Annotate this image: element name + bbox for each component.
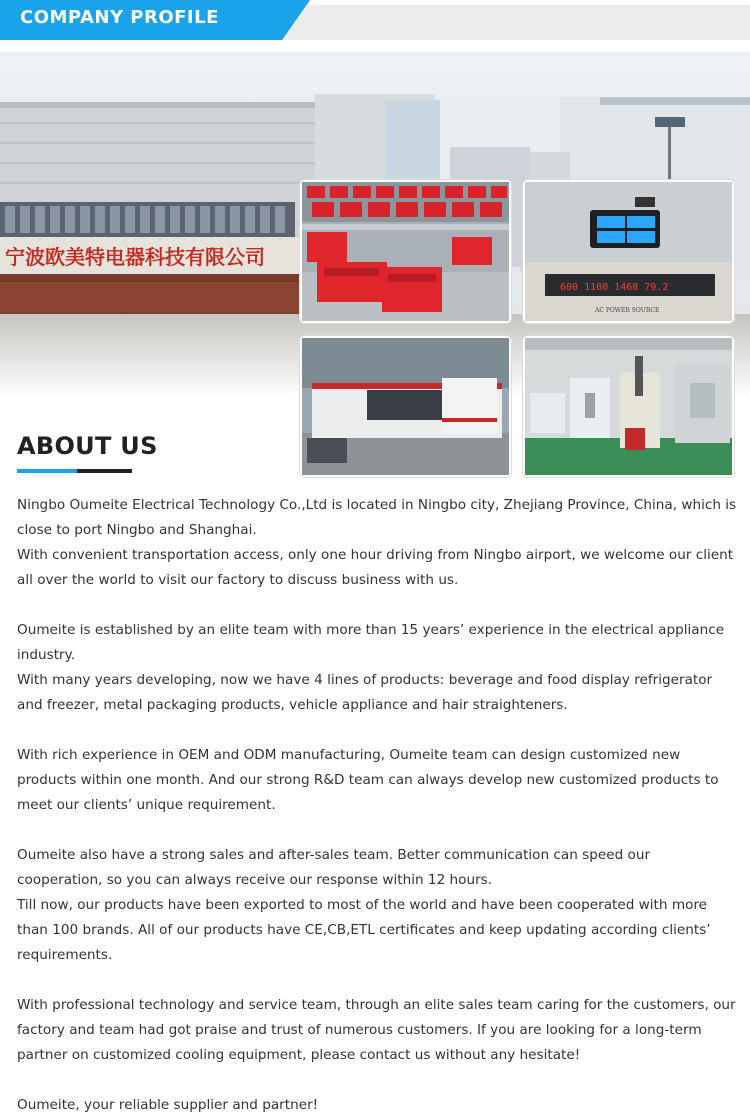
paragraph: Oumeite also have a strong sales and after-sales team. Better communication can speed our cooperation, so you can always receive our response within 12 hours. — [17, 847, 651, 888]
test-display-readout: 600 1100 1468 79.2 — [560, 282, 669, 293]
paragraph-spacer — [17, 593, 737, 618]
paragraph: With convenient transportation access, only one hour driving from Ningbo airport, we welcome our client all over the world to visit our factory to discuss business with us. — [17, 547, 734, 588]
paragraph: Ningbo Oumeite Electrical Technology Co.,Ltd is located in Ningbo city, Zhejiang Province, China, which is close to port Ningbo and Shanghai. — [17, 497, 737, 538]
paragraph-spacer — [17, 968, 737, 993]
test-equipment-photo — [523, 180, 734, 323]
paragraph: With rich experience in OEM and ODM manufacturing, Oumeite team can design customized new products within one month. And our strong R&D team can always develop new customized products to meet our clients’ unique requirement. — [17, 747, 719, 813]
paragraph-spacer — [17, 818, 737, 843]
foaming-workshop-photo — [523, 336, 734, 477]
about-us-title: ABOUT US — [17, 432, 158, 460]
paragraph: Till now, our products have been exported to most of the world and have been cooperated with more than 100 brands. All of our products have CE,CB,ETL certificates and keep updating according clients’ requirements. — [17, 897, 711, 963]
hero-image-area — [0, 52, 750, 477]
paragraph: With professional technology and service team, through an elite sales team caring for the customers, our factory and team had got praise and trust of numerous customers. If you are looking for a long-term partner on customized cooling equipment, please contact us without any hesitate! — [17, 997, 736, 1063]
paragraph: With many years developing, now we have 4 lines of products: beverage and food display refrigerator and freezer, metal packaging products, vehicle appliance and hair straighteners. — [17, 672, 713, 713]
power-source-label: AC POWER SOURCE — [595, 307, 660, 314]
about-us-heading — [17, 432, 158, 460]
paragraph: Oumeite, your reliable supplier and partner! — [17, 1097, 319, 1113]
paragraph-spacer — [17, 718, 737, 743]
section-header-banner — [0, 0, 750, 42]
paragraph-spacer — [17, 1068, 737, 1093]
title-underline-accent — [17, 469, 77, 473]
fridge-production-line-photo — [300, 180, 511, 323]
about-us-body — [17, 493, 737, 1118]
paragraph: Oumeite is established by an elite team with more than 15 years’ experience in the electrical appliance industry. — [17, 622, 725, 663]
section-title: COMPANY PROFILE — [20, 7, 219, 28]
laser-cutting-machine-photo — [300, 336, 511, 477]
